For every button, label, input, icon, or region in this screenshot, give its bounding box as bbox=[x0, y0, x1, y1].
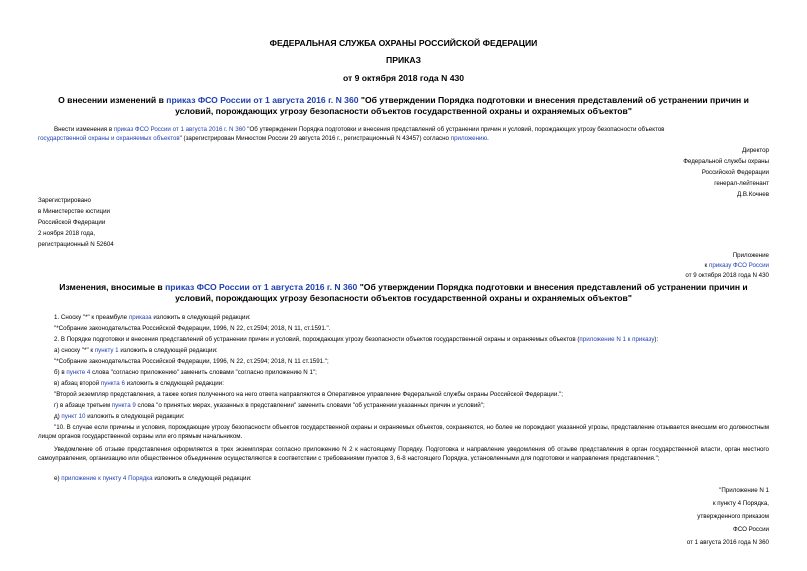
intro-order-link[interactable]: приказ ФСО России от 1 августа 2016 г. N 360 bbox=[113, 126, 246, 133]
signature-line: Российской Федерации bbox=[701, 169, 769, 176]
appendix-title-line1: Изменения, вносимые в приказ ФСО России от 1 августа 2016 г. N 360 "Об утверждении Порядка подготовки и внесения представлений об устранении причин и bbox=[59, 282, 748, 292]
item-v-quote: "Второй экземпляр представления, а также копия полученного на него ответа направляются в Оперативное управление Федеральной службы охраны Российской Федерации."; bbox=[54, 391, 563, 398]
item-e-link[interactable]: приложение к пункту 4 Порядка bbox=[61, 475, 153, 482]
registration-line: Российской Федерации bbox=[38, 219, 106, 226]
item-a-quote: "*Собрание законодательства Российской Федерации, 1996, N 22, ст.2594; 2018, N 11 ст.1591."; bbox=[54, 358, 329, 365]
appendix-ref-line: Приложение bbox=[732, 252, 769, 259]
intro-order-link-cont[interactable]: государственной охраны и охраняемых объектов bbox=[38, 135, 180, 142]
item-d: д) пункт 10 изложить в следующей редакции: bbox=[54, 413, 185, 420]
item-d-quote-p1: "10. В случае если причины и условия, порождающие угрозу безопасности объектов государственной охраны и охраняемых объектов, сохраняются, но более не порождают указанной угрозы, представление отзывается внесшим его должностным лицом органов государственной охраны или его прямым начальником. bbox=[38, 424, 769, 440]
registration-line: Зарегистрировано bbox=[38, 197, 91, 204]
intro-appendix-link[interactable]: приложению bbox=[450, 135, 488, 142]
item-b: б) в пункте 4 слова "согласно приложению" заменить словами "согласно приложению N 1"; bbox=[54, 369, 317, 376]
item-a-link[interactable]: пункту 1 bbox=[94, 347, 119, 354]
appendix-title-line2: условий, порождающих угрозу безопасности объектов государственной охраны и охраняемых объектов" bbox=[175, 293, 632, 303]
doc-title-line2: условий, порождающих угрозу безопасности объектов государственной охраны и охраняемых объектов" bbox=[175, 106, 632, 116]
item-v: в) абзац второй пункта 6 изложить в следующей редакции: bbox=[54, 380, 224, 387]
item-b-link[interactable]: пункте 4 bbox=[66, 369, 91, 376]
registration-line: в Министерстве юстиции bbox=[38, 208, 111, 215]
item-v-link[interactable]: пункта 6 bbox=[100, 380, 125, 387]
item-g: г) в абзаце третьем пункта 9 слова "о принятых мерах, указанных в представлении" заменить словами "об устранении указанных причин и условий"; bbox=[54, 402, 485, 409]
intro-line2: государственной охраны и охраняемых объектов" (зарегистрирован Минюстом России 29 августа 2016 г., регистрационный N 43457) согласно приложению. bbox=[38, 135, 489, 142]
signature-block bbox=[683, 146, 769, 201]
appendix-1-line: "Приложение N 1 bbox=[719, 487, 769, 494]
intro-line1: Внести изменения в приказ ФСО России от 1 августа 2016 г. N 360 "Об утверждении Порядка подготовки и внесения представлений об устранении причин и условий, порождающих угрозу безопасности объектов bbox=[54, 126, 665, 133]
appendix-ref-line: к приказу ФСО России bbox=[704, 262, 769, 269]
item-a: а) сноску "*" к пункту 1 изложить в следующей редакции: bbox=[54, 347, 218, 354]
signature-line: Федеральной службы охраны bbox=[683, 158, 769, 165]
registration-line: 2 ноября 2018 года, bbox=[38, 230, 96, 237]
appendix-ref-line: от 9 октября 2018 года N 430 bbox=[685, 272, 769, 279]
item-1: 1. Сноску "*" к преамбуле приказа изложить в следующей редакции: bbox=[54, 314, 251, 321]
item-1-link[interactable]: приказа bbox=[128, 314, 152, 321]
appendix-title-order-link[interactable]: приказ ФСО России от 1 августа 2016 г. N 360 bbox=[165, 282, 358, 292]
doc-date-number: от 9 октября 2018 года N 430 bbox=[342, 73, 465, 83]
item-2-link[interactable]: приложение N 1 к приказу bbox=[579, 336, 655, 343]
agency-name: ФЕДЕРАЛЬНАЯ СЛУЖБА ОХРАНЫ РОССИЙСКОЙ ФЕДЕРАЦИИ bbox=[269, 38, 538, 48]
item-e: е) приложение к пункту 4 Порядка изложить в следующей редакции: bbox=[54, 475, 252, 482]
registration-block bbox=[38, 196, 114, 251]
appendix-1-line: ФСО России bbox=[733, 526, 769, 533]
appendix-1-line: к пункту 4 Порядка, bbox=[712, 500, 769, 507]
item-g-link[interactable]: пункта 9 bbox=[111, 402, 136, 409]
signature-line: Д.В.Кочнев bbox=[736, 191, 769, 198]
registration-line: регистрационный N 52604 bbox=[38, 241, 114, 248]
item-d-link[interactable]: пункт 10 bbox=[61, 413, 86, 420]
signature-line: генерал-лейтенант bbox=[714, 180, 769, 187]
appendix-1-header bbox=[687, 486, 769, 551]
appendix-1-line: от 1 августа 2016 года N 360 bbox=[686, 539, 769, 546]
item-d-quote-p2: Уведомление об отзыве представления оформляется в трех экземплярах согласно приложению N 2 к настоящему Порядку. Подготовка и направление уведомления об отзыве представления в орган государственной власти, орган местного самоуправления, организацию или общественное объединение осуществляются в соответствии с требованиями пунктов 3, 6-8 настоящего Порядка, установленными для подготовки и направления представления."; bbox=[38, 446, 769, 462]
item-2: 2. В Порядке подготовки и внесения представлений об устранении причин и условий, порождающих угрозу безопасности объектов государственной охраны и охраняемых объектов (приложение N 1 к приказу): bbox=[54, 336, 659, 343]
item-1-quote: "*Собрание законодательства Российской Федерации, 1996, N 22, ст.2594; 2018, N 11, ст.1591.". bbox=[54, 325, 331, 332]
signature-line: Директор bbox=[742, 147, 769, 154]
doc-type: ПРИКАЗ bbox=[386, 55, 421, 65]
appendix-reference bbox=[685, 251, 769, 281]
title-order-link[interactable]: приказ ФСО России от 1 августа 2016 г. N 360 bbox=[166, 95, 359, 105]
doc-title-line1: О внесении изменений в приказ ФСО России от 1 августа 2016 г. N 360 "Об утверждении Порядка подготовки и внесения представлений об устранении причин и bbox=[58, 95, 749, 105]
appendix-1-line: утвержденного приказом bbox=[697, 513, 769, 520]
appendix-order-link[interactable]: приказу ФСО России bbox=[708, 262, 769, 269]
